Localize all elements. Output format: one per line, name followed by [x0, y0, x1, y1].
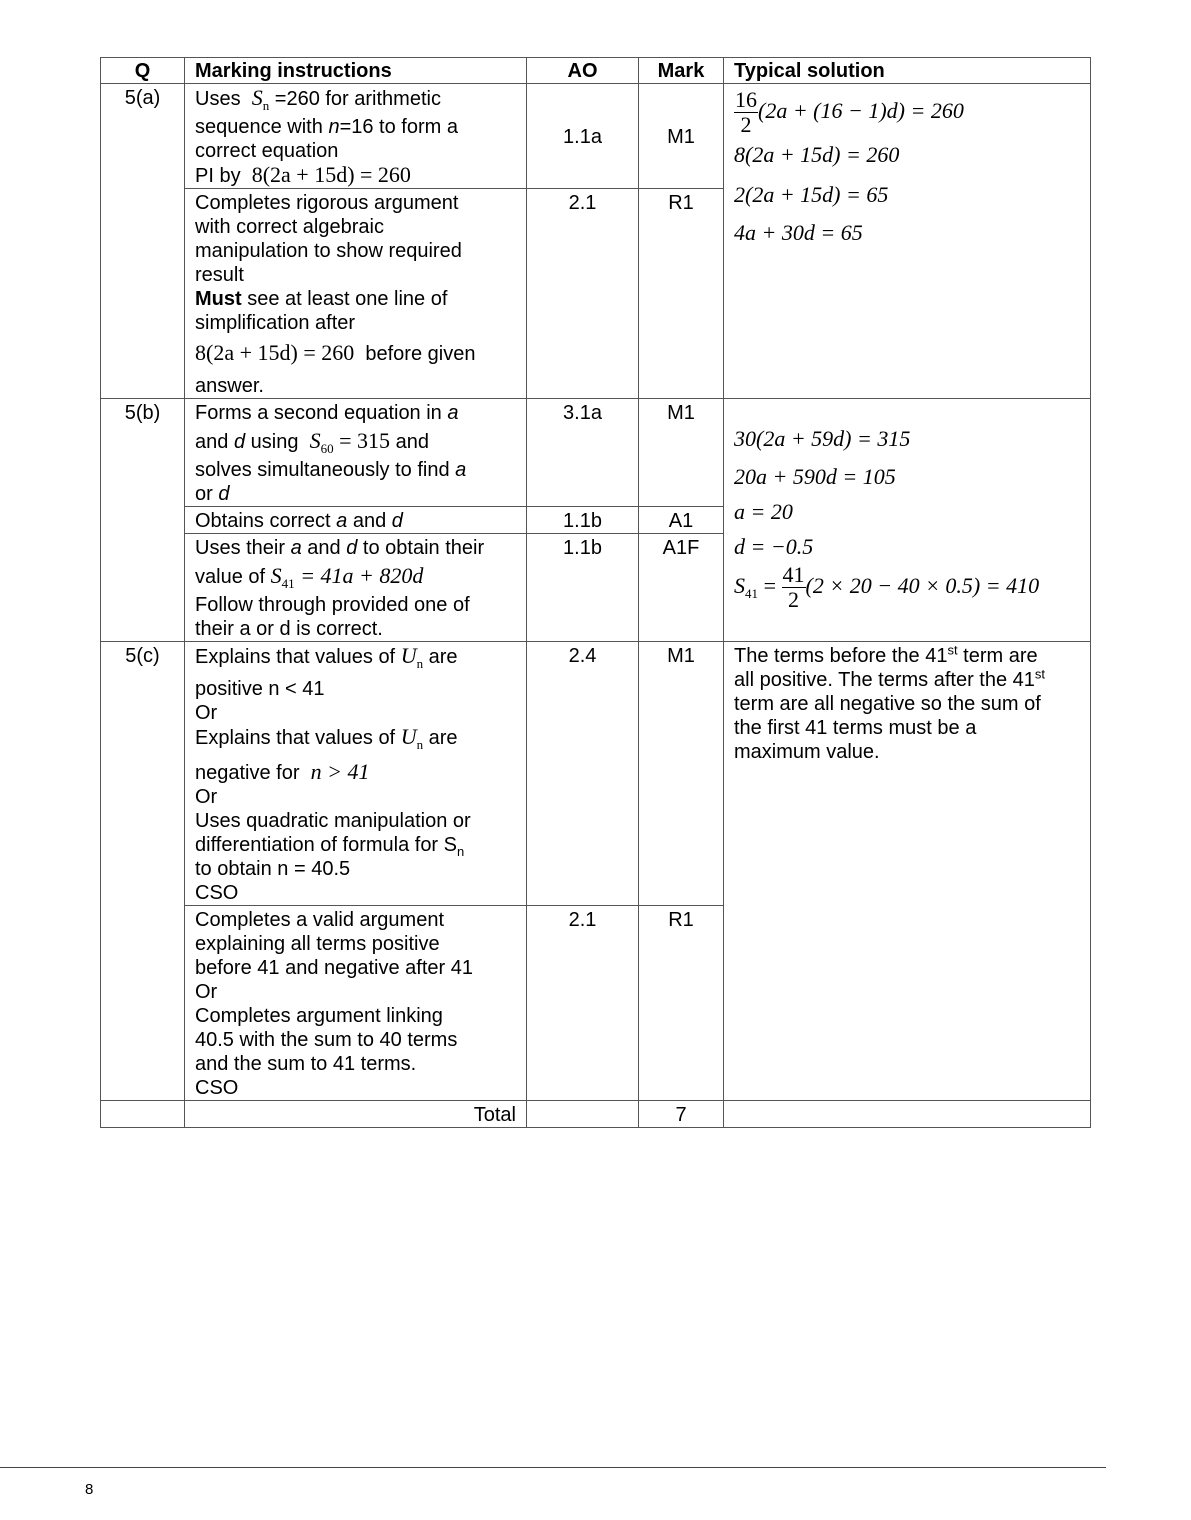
ao-5c-m1: 2.4: [527, 642, 639, 906]
mark-5b-a1: A1: [639, 507, 724, 534]
header-ao: AO: [527, 58, 639, 84]
instruction-5b-m1: Forms a second equation in a and d using $S_{60} = 315$ and solves simultaneously to find a or d: [185, 399, 527, 507]
instruction-5c-m1: Explains that values of $U_n$ are positive n < 41 Or Explains that values of $U_n$ are negative for n > 41 Or Uses quadratic manipulation or differentiation of formula for $S_n$ to obtain n = 40.5 CSO: [185, 642, 527, 906]
header-marking-instructions: Marking instructions: [185, 58, 527, 84]
total-empty-q: [101, 1101, 185, 1128]
total-mark: 7: [639, 1101, 724, 1128]
solution-5b: 30(2a + 59d) = 315 20a + 590d = 105 a = 20 d = −0.5 $S_{41}$ = $\frac{41}{2}$ (2 × 20 − 40 × 0.5) = 410: [724, 399, 1091, 642]
mark-5b-m1: M1: [639, 399, 724, 507]
mark-5b-a1f: A1F: [639, 534, 724, 642]
ao-5a-m1: 1.1a: [527, 84, 639, 189]
mark-5c-m1: M1: [639, 642, 724, 906]
total-row: [101, 1101, 1091, 1128]
fraction-16-over-2: $\frac{16}{2}$: [735, 87, 757, 137]
header-row: [101, 58, 1091, 84]
total-empty-ao: [527, 1101, 639, 1128]
mark-5a-m1: M1: [639, 84, 724, 189]
mark-scheme-table: [100, 57, 1091, 1128]
total-label: Total: [185, 1101, 527, 1128]
header-mark: Mark: [639, 58, 724, 84]
page-number: 8: [85, 1481, 94, 1498]
header-typical-solution: Typical solution: [724, 58, 1091, 84]
instruction-5a-r1: Completes rigorous argument with correct algebraic manipulation to show required result Must see at least one line of simplification after 8(2a + 15d) = 260 before given answer.: [185, 189, 527, 399]
mark-5a-r1: R1: [639, 189, 724, 399]
total-empty-solution: [724, 1101, 1091, 1128]
question-label-5b: 5(b): [101, 399, 185, 642]
ao-5c-r1: 2.1: [527, 906, 639, 1101]
header-q: Q: [101, 58, 185, 84]
fraction-41-over-2: $\frac{41}{2}$: [782, 562, 805, 612]
ao-5b-m1: 3.1a: [527, 399, 639, 507]
mark-5c-r1: R1: [639, 906, 724, 1101]
instruction-5b-a1f: Uses their a and d to obtain their value of $S_{41} = 41a + 820d$ Follow through provided one of their a or d is correct.: [185, 534, 527, 642]
ao-5b-a1: 1.1b: [527, 507, 639, 534]
row-5c-1: [101, 642, 1091, 906]
row-5b-1: [101, 399, 1091, 507]
ao-5b-a1f: 1.1b: [527, 534, 639, 642]
instruction-5a-m1: Uses $S_n =260$ for arithmetic sequence with n=16 to form a correct equation PI by 8(2a + 15d) = 260: [185, 84, 527, 189]
solution-5c: The terms before the 41st term are all positive. The terms after the 41st term are all negative so the sum of the first 41 terms must be a maximum value.: [724, 642, 1091, 1101]
instruction-5b-a1: Obtains correct a and d: [185, 507, 527, 534]
question-label-5a: 5(a): [101, 84, 185, 399]
pi-equation: 8(2a + 15d) = 260: [251, 162, 411, 187]
ao-5a-r1: 2.1: [527, 189, 639, 399]
footer-rule: [0, 1467, 1106, 1468]
question-label-5c: 5(c): [101, 642, 185, 1101]
row-5a-1: [101, 84, 1091, 189]
instruction-5c-r1: Completes a valid argument explaining all terms positive before 41 and negative after 41 Or Completes argument linking 40.5 with the sum to 40 terms and the sum to 41 terms. CSO: [185, 906, 527, 1101]
solution-5a: $\frac{16}{2}$ (2a + (16 − 1)d) = 260 8(2a + 15d) = 260 2(2a + 15d) = 65 4a + 30d = 65: [724, 84, 1091, 399]
